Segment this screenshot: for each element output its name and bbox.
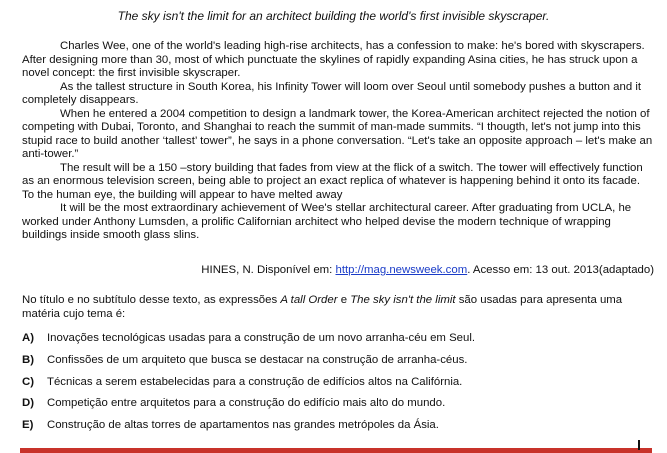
article-paragraph: The result will be a 150 –story building that fades from view at the flick of a switch. The tower will effectively function as an enormous television screen, being able to project an exact replica of whatever is happening behind it onto its facade. To the human eye, the building will appear to have melted away [22, 161, 643, 201]
page-number-mark [638, 440, 644, 450]
option-b[interactable] [22, 353, 654, 375]
option-letter: A) [22, 332, 35, 344]
article-paragraph: It will be the most extraordinary achievement of Wee's stellar architectural career. After graduating from UCLA, he worked under Anthony Lumsden, a prolific Californian architect who helped devise the modern technique of wrapping buildings inside smooth glass slins. [22, 202, 632, 241]
article-body [22, 40, 654, 243]
option-text: Técnicas a serem estabelecidas para a construção de edifícios altos na Califórnia. [47, 375, 463, 388]
option-a[interactable] [22, 331, 654, 353]
article-paragraph: As the tallest structure in South Korea, his Infinity Tower will loom over Seoul until somebody pushes a button and it completely disappears. [22, 80, 642, 106]
option-letter: C) [22, 375, 35, 388]
option-letter: E) [22, 419, 34, 432]
option-text: Inovações tecnológicas usadas para a construção de um novo arranha-céu em Seul. [47, 332, 476, 344]
option-text: Confissões de um arquiteto que busca se destacar na construção de arranha-céus. [47, 353, 468, 366]
option-text: Competição entre arquitetos para a construção do edifício mais alto do mundo. [47, 397, 446, 410]
option-e[interactable] [22, 418, 654, 440]
answer-options [22, 331, 654, 440]
article-subtitle: The sky isn't the limit for an architect building the world's first invisible skyscraper. [117, 9, 550, 23]
source-citation [201, 263, 654, 277]
option-c[interactable] [22, 375, 654, 397]
source-prefix: HINES, N. Disponível em: [201, 264, 336, 276]
option-letter: D) [22, 397, 35, 410]
article-paragraph: When he entered a 2004 competition to design a landmark tower, the Korea-American architect rejected the notion of competing with Dubai, Toronto, and Shanghai to reach the summit of man-made summits. “I thougth, let's not jump into this stupid race to build another ‘tallest’ tower”, he says in a phone conversation. “Let's take an opposite approach – let's make an anti-tower.” [22, 107, 653, 160]
question-text: são usadas para apresenta uma matéria cujo tema é: [22, 294, 623, 320]
question-stem [22, 293, 654, 321]
source-suffix: . Acesso em: 13 out. 2013(adaptado) [467, 264, 654, 276]
question-term-subtitle: The sky isn't the limit [350, 294, 456, 306]
question-text: No título e no subtítulo desse texto, as expressões [22, 294, 281, 306]
question-term-title: A tall Order [280, 294, 338, 306]
option-text: Construção de altas torres de apartamentos nas grandes metrópoles da Ásia. [47, 419, 439, 432]
article-paragraph: Charles Wee, one of the world's leading high-rise architects, has a confession to make: he's bored with skyscrapers. After designing more than 30, most of which punctuate the skylines of rapidly expanding Asina cities, he has struck upon a novel concept: the first invisible skyscraper. [22, 40, 645, 79]
footer-bar [20, 448, 652, 453]
option-d[interactable] [22, 396, 654, 418]
question-text: e [337, 294, 351, 306]
option-letter: B) [22, 353, 35, 366]
source-link[interactable]: http://mag.newsweek.com [335, 264, 468, 276]
